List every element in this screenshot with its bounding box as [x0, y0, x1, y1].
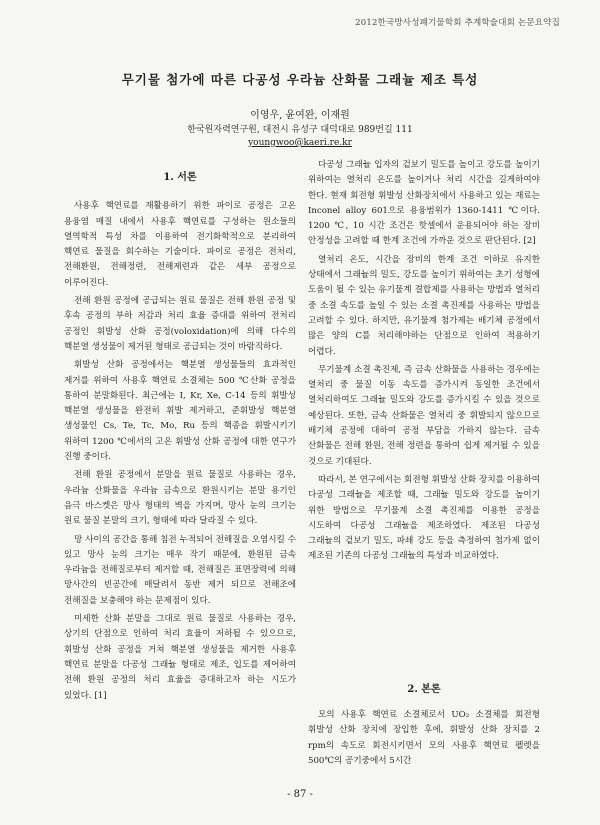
- paragraph: 무기물계 소결 촉진제, 즉 금속 산화물을 사용하는 경우에는 열처리 중 물질 이동 속도를 증가시켜 동일한 조건에서 열처리하여도 그래뉼 밀도와 강도를 증가시킬 수 있을 것으로 예상된다. 또한, 금속 산화물은 열처리 중 휘발되지 않으므로 배기체 공정에 대하여 공정 부담을 가하지 않는다. 금속 산화물은 전해 환원, 전해 정련을 통하여 쉽게 제거될 수 있을 것으로 기대된다.: [308, 364, 540, 467]
- paragraph: 전해 환원 공정에 공급되는 원료 물질은 전해 환원 공정 및 후속 공정의 부하 저감과 처리 효율 증대를 위하여 전처리 공정인 휘발성 산화 공정(voloxidation)에 의해 다수의 핵분열 생성물이 제거된 형태로 공급되는 것이 바람직하다.: [64, 296, 296, 352]
- conference-header: 2012한국방사성폐기물학회 추계학술대회 논문요약집: [355, 18, 560, 28]
- paragraph: 미세한 산화 분말을 그대로 원료 물질로 사용하는 경우, 상기의 단점으로 인하여 처리 효율이 저하될 수 있으므로, 휘발성 산화 공정을 거쳐 핵분열 생성물을 제거한 사용후 핵연료 분말을 다공성 그래뉼 형태로 제조, 입도를 제어하여 전해 환원 공정의 처리 효율을 증대하고자 하는 시도가 있었다. [1]: [64, 614, 296, 701]
- paragraph: 모의 사용후 핵연료 소결체로서 UO₂ 소결체를 회전형 휘발성 산화 장치에 장입한 후에, 휘발성 산화 장치를 2 rpm의 속도로 회전시키면서 모의 사용후 핵연료 펠렛을 500℃의 공기중에서 5시간: [308, 710, 540, 766]
- paragraph: 전해 환원 공정에서 분말을 원료 물질로 사용하는 경우, 우라늄 산화물을 우라늄 금속으로 환원시키는 분말 용기인 음극 바스켓은 망사 형태의 벽을 가지며, 망사 눈의 크기는 원료 물질 분말의 크기, 형태에 따라 달라질 수 있다.: [64, 470, 296, 527]
- body-section-text: [308, 708, 540, 772]
- paragraph: 다공성 그래뉼 입자의 겉보기 밀도를 높이고 강도를 높이기 위하여는 열처리 온도를 높이거나 처리 시간을 길게하여야 한다. 현재 회전형 휘발성 산화장치에서 사용하고 있는 재료는 Inconel alloy 601으로 용융범위가 1360-1411 ℃이다. 1200 ℃, 10 시간 조건은 핫셀에서 운용되어야 하는 장비 안정성을 고려할 때 한계 조건에 가까운 것으로 판단된다. [2]: [308, 160, 540, 247]
- page-number: - 87 -: [287, 789, 313, 800]
- right-column: [308, 158, 540, 568]
- paragraph: 따라서, 본 연구에서는 회전형 휘발성 산화 장치를 이용하여 다공성 그래뉼을 제조할 때, 그래뉼 밀도와 강도를 높이기 위한 방법으로 무기물계 소결 촉진제를 이용한 공정을 시도하여 다공성 그래뉼을 제조하였다. 제조된 다공성 그래뉼의 겉보기 밀도, 파쇄 강도 등을 측정하여 첨가제 없이 제조된 기존의 다공성 그래뉼의 특성과 비교하였다.: [308, 474, 540, 562]
- left-column: [64, 170, 296, 707]
- paragraph: 열처리 온도, 시간을 장비의 한계 조건 이하로 유지한 상태에서 그래뉼의 밀도, 강도를 높이기 위하여는 초기 성형에 도움이 될 수 있는 유기물계 결합제를 사용하는 방법과 열처리 중 소결 속도를 높일 수 있는 소결 촉진제를 사용하는 방법을 고려할 수 있다. 하지만, 유기물계 첨가제는 배기체 공정에서 많은 양의 C를 처리해야하는 단점으로 인하여 적용하기 어렵다.: [308, 254, 540, 357]
- paragraph: 휘발성 산화 공정에서는 핵분열 생성물들의 효과적인 제거를 위하여 사용후 핵연료 소결체는 500 ℃산화 공정을 통하여 분말화된다. 최근에는 I, Kr, Xe, C-14 등의 휘발성 핵분열 생성물을 완전히 휘발 제거하고, 준휘발성 핵분열 생성물인 Cs, Te, Tc, Mo, Ru 등의 핵종을 휘발시키기 위하여 1200 ℃에서의 고온 휘발성 산화 공정에 대한 연구가 진행 중이다.: [64, 360, 296, 463]
- paper-title: 무기물 첨가에 따른 다공성 우라늄 산화물 그래뉼 제조 특성: [121, 72, 479, 87]
- section-heading-intro: 1. 서론: [163, 172, 197, 183]
- paragraph: 망 사이의 공간을 통해 침전 누적되어 전해질을 오염시킬 수 있고 망사 눈의 크기는 매우 작기 때문에, 환원된 금속 우라늄을 전해질로부터 제거할 때, 전해질은 표면장력에 의해 망사간의 빈공간에 매달려서 동반 제거 되므로 전해조에 전해질을 보충해야 하는 문제점이 있다.: [64, 534, 296, 606]
- author-email[interactable]: youngwoo@kaeri.re.kr: [248, 138, 352, 148]
- paper-authors: 이영우, 윤여완, 이재원: [250, 110, 350, 121]
- paper-affiliation: 한국원자력연구원, 대전시 유성구 대덕대로 989번길 111: [187, 125, 413, 135]
- section-heading-body: 2. 본론: [407, 684, 441, 695]
- paragraph: 사용후 핵연료를 재활용하기 위한 파이로 공정은 고온 용융염 매질 내에서 사용후 핵연료를 구성하는 원소들의 열역학적 특성 차를 이용하여 전기화학적으로 분리하여 핵연료 물질을 회수하는 기술이다. 파이로 공정은 전처리, 전해환원, 전해정련, 전해제련과 같은 세부 공정으로 이루어진다.: [64, 201, 296, 288]
